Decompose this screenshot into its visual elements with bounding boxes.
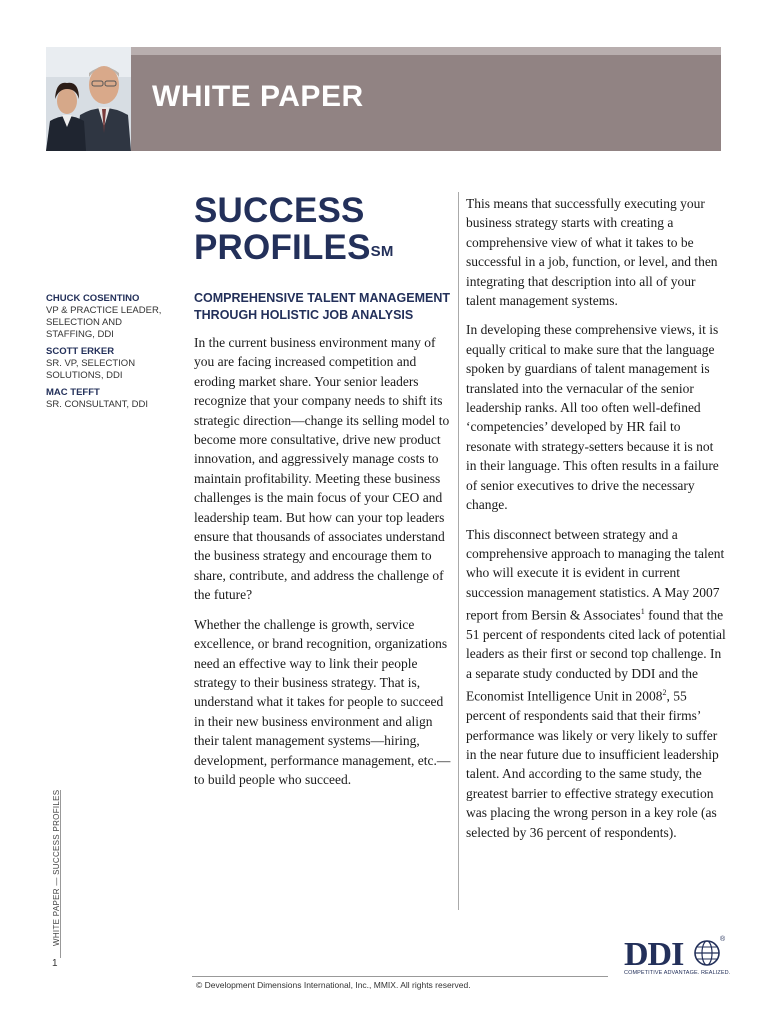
body-paragraph: In the current business environment many of you are facing increased competition and eroding market share. Your senior leaders recognize that your company needs to shift its strategic direction—change its selling model to become more consultative, drive new product innovation, and aggressively manage costs to maintain profitability. Meeting these business challenges is the main focus of your CEO and leadership team. But how can your top leaders ensure that thousands of associates understand the business strategy and encourage them to share, contribute, and address the challenge of the future? [194,335,450,603]
document-subtitle: COMPREHENSIVE TALENT MANAGEMENT THROUGH HOLISTIC JOB ANALYSIS [194,291,451,322]
author-list [46,293,166,416]
registered-mark: ® [720,936,726,943]
author-name: CHUCK COSENTINO [46,293,140,304]
footer-rule [192,976,608,977]
author-2 [46,346,166,382]
footer-copyright: © Development Dimensions International, Inc., MMIX. All rights reserved. [196,980,471,990]
page-number: 1 [52,958,58,969]
author-role: VP & PRACTICE LEADER, SELECTION AND STAFFING, DDI [46,305,162,340]
ddi-logo [624,936,731,980]
author-name: SCOTT ERKER [46,346,115,357]
author-role: SR. CONSULTANT, DDI [46,399,149,410]
body-column-2 [466,194,726,852]
author-1 [46,293,166,341]
body-paragraph [466,525,726,843]
author-role: SR. VP, SELECTION SOLUTIONS, DDI [46,358,136,381]
business-people-photo-icon [46,47,131,151]
paragraph-text: This disconnect between strategy and a comprehensive approach to managing the talent who will execute it is evident in current succession management statistics. A May 2007 report from Bersin & Associates [466,526,725,623]
header-top-stripe [46,47,721,55]
body-paragraph: Whether the challenge is growth, service excellence, or brand recognition, organizations need an effective way to link their people strategy to their business strategy. That is, understand what it takes for people to succeed in their new business environment and align their talent management systems—hiring, development, performance management, etc.—to build people who succeed. [194,616,451,787]
footnote-ref: 1 [640,607,645,617]
title-line-1: SUCCESS [194,191,365,230]
author-3 [46,387,166,411]
sidebar-label: WHITE PAPER — SUCCESS PROFILES [52,789,61,946]
globe-icon [694,940,720,966]
body-column-1 [194,333,456,799]
title-line-2 [194,229,394,266]
title-line-2-text: PROFILES [194,228,371,267]
logo-text: DDI [624,936,684,973]
header-photo [46,47,131,151]
footnote-ref: 2 [662,688,667,698]
header-title: WHITE PAPER [152,80,364,113]
service-mark: SM [370,243,394,260]
paragraph-text: found that the 51 percent of respondents cited lack of potential leaders as their first or second top challenge. In a separate study conducted by DDI and the Economist Intelligence Unit in 2008 [466,607,726,704]
body-paragraph: In developing these comprehensive views, it is equally critical to make sure that the language spoken by guardians of talent management is translated into the vernacular of the senior leadership ranks. All too often well-defined ‘competencies’ developed by HR fail to resonate with strategy-setters because it is not in their language. This often results in a failure of senior executives to drive the necessary change. [466,322,719,513]
logo-tagline: COMPETITIVE ADVANTAGE. REALIZED. [624,970,731,976]
column-divider [458,192,459,910]
paragraph-text: , 55 percent of respondents said that their firms’ performance was likely or very likely to suffer in the near future due to insufficient leadership talent. And according to the same study, the greatest barrier to effective strategy execution was placing the wrong person in a key role (as selected by 36 percent of respondents). [466,688,719,840]
body-paragraph: This means that successfully executing your business strategy starts with creating a comprehensive view of what it takes to be successful in a job, function, or level, and then integrating that description into all of your talent management systems. [466,196,718,309]
document-title [194,192,394,266]
author-name: MAC TEFFT [46,387,100,398]
